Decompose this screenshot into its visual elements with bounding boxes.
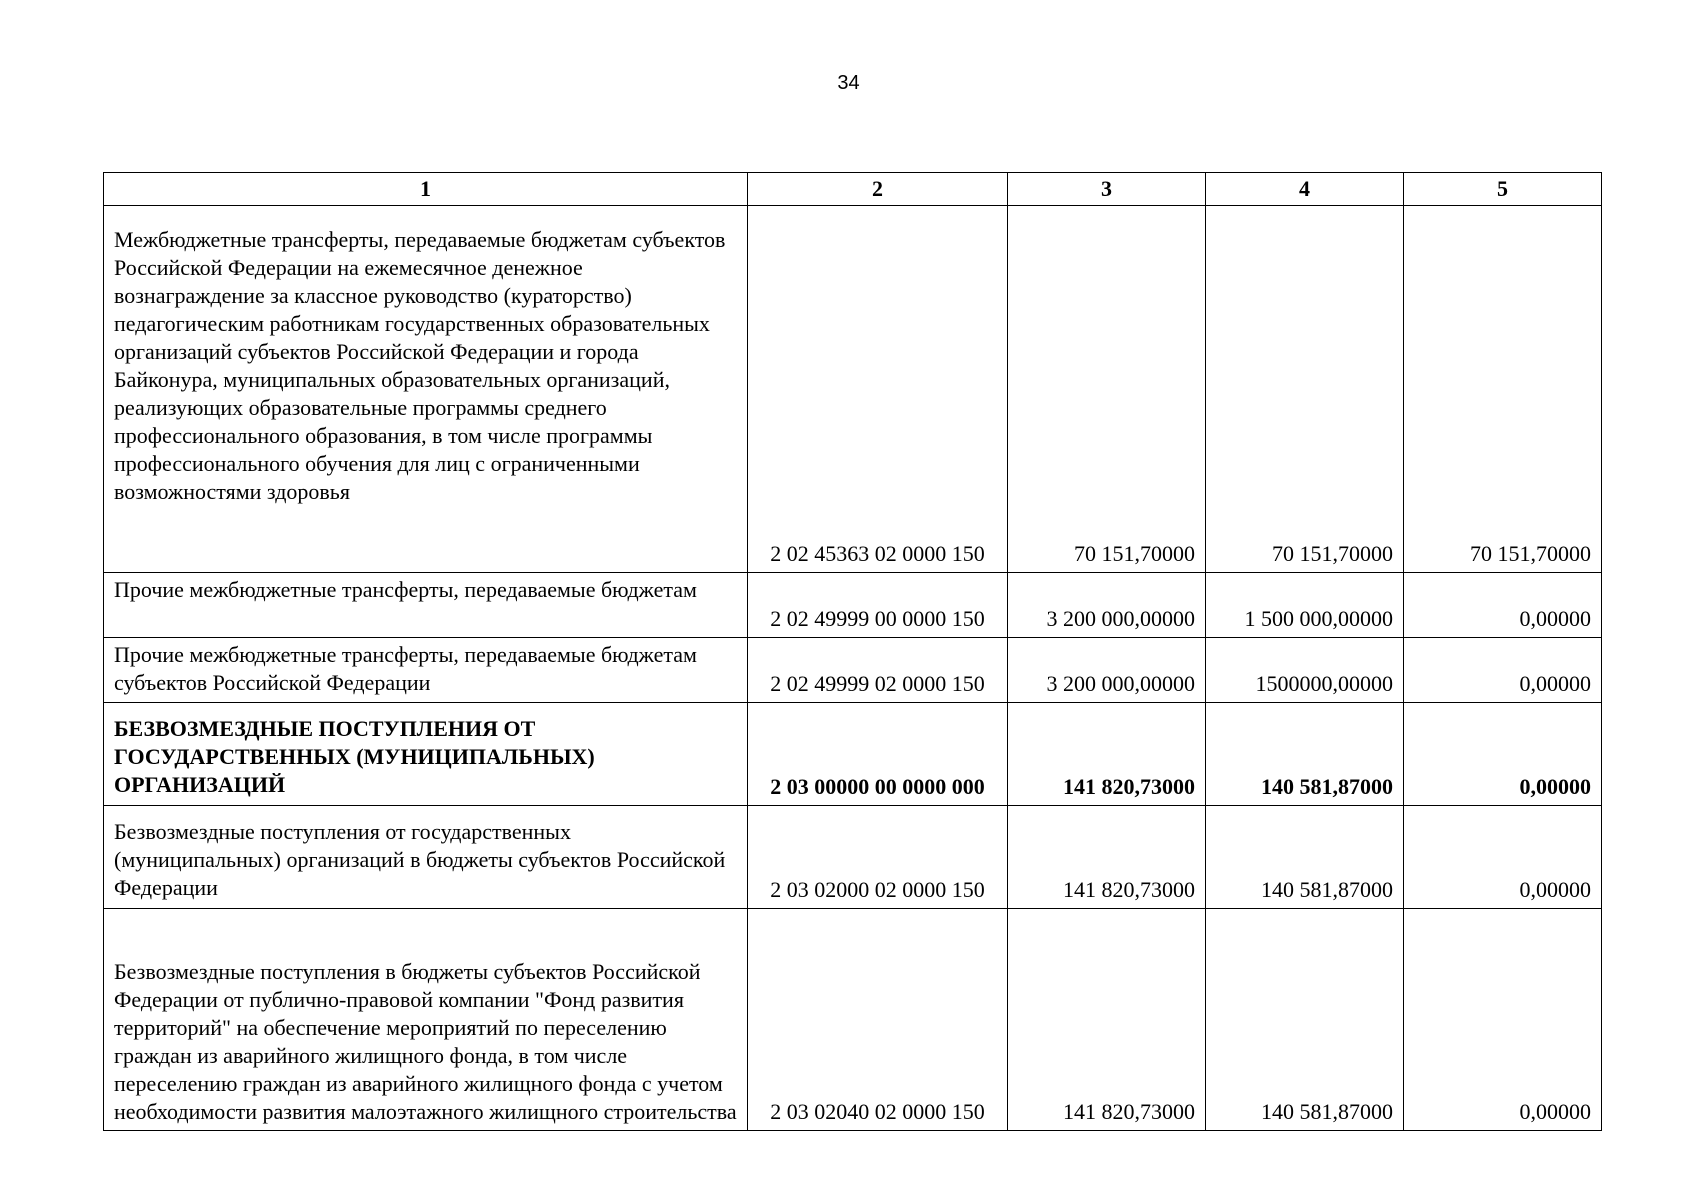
column-header: 4 xyxy=(1206,173,1404,206)
table-row xyxy=(104,909,1602,1131)
row-col3-value: 3 200 000,00000 xyxy=(1008,638,1206,703)
row-code: 2 03 02040 02 0000 150 xyxy=(748,909,1008,1131)
row-code: 2 03 02000 02 0000 150 xyxy=(748,806,1008,909)
row-col4-value: 1500000,00000 xyxy=(1206,638,1404,703)
column-header: 2 xyxy=(748,173,1008,206)
row-col4-value: 140 581,87000 xyxy=(1206,806,1404,909)
row-col3-value: 70 151,70000 xyxy=(1008,206,1206,573)
table-row-section-total xyxy=(104,703,1602,806)
row-col5-value: 0,00000 xyxy=(1404,806,1602,909)
table-row xyxy=(104,573,1602,638)
table-row xyxy=(104,206,1602,573)
row-col4-value: 140 581,87000 xyxy=(1206,703,1404,806)
row-description: Прочие межбюджетные трансферты, передаваемые бюджетам субъектов Российской Федерации xyxy=(104,638,748,703)
row-col3-value: 141 820,73000 xyxy=(1008,909,1206,1131)
row-col4-value: 1 500 000,00000 xyxy=(1206,573,1404,638)
budget-table xyxy=(103,172,1602,1131)
row-description: Межбюджетные трансферты, передаваемые бюджетам субъектов Российской Федерации на ежемесячное денежное вознаграждение за классное руководство (кураторство) педагогическим работникам государственных образовательных организаций субъектов Российской Федерации и города Байконура, муниципальных образовательных организаций, реализующих образовательные программы среднего профессионального образования, в том числе программы профессионального обучения для лиц с ограниченными возможностями здоровья xyxy=(104,206,748,573)
column-header: 5 xyxy=(1404,173,1602,206)
row-description: Безвозмездные поступления от государственных (муниципальных) организаций в бюджеты субъектов Российской Федерации xyxy=(104,806,748,909)
row-description: Безвозмездные поступления в бюджеты субъектов Российской Федерации от публично-правовой компании "Фонд развития территорий" на обеспечение мероприятий по переселению граждан из аварийного жилищного фонда, в том числе переселению граждан из аварийного жилищного фонда с учетом необходимости развития малоэтажного жилищного строительства xyxy=(104,909,748,1131)
row-col5-value: 0,00000 xyxy=(1404,573,1602,638)
row-col5-value: 0,00000 xyxy=(1404,703,1602,806)
row-code: 2 02 49999 00 0000 150 xyxy=(748,573,1008,638)
column-header: 1 xyxy=(104,173,748,206)
row-col3-value: 3 200 000,00000 xyxy=(1008,573,1206,638)
row-col3-value: 141 820,73000 xyxy=(1008,703,1206,806)
row-description: БЕЗВОЗМЕЗДНЫЕ ПОСТУПЛЕНИЯ ОТ ГОСУДАРСТВЕННЫХ (МУНИЦИПАЛЬНЫХ) ОРГАНИЗАЦИЙ xyxy=(104,703,748,806)
page-number: 34 xyxy=(837,72,860,94)
row-col3-value: 141 820,73000 xyxy=(1008,806,1206,909)
row-col4-value: 140 581,87000 xyxy=(1206,909,1404,1131)
row-col4-value: 70 151,70000 xyxy=(1206,206,1404,573)
table-header-row xyxy=(104,173,1602,206)
row-description: Прочие межбюджетные трансферты, передаваемые бюджетам xyxy=(104,573,748,638)
row-code: 2 03 00000 00 0000 000 xyxy=(748,703,1008,806)
table-row xyxy=(104,806,1602,909)
row-code: 2 02 45363 02 0000 150 xyxy=(748,206,1008,573)
table-row xyxy=(104,638,1602,703)
column-header: 3 xyxy=(1008,173,1206,206)
row-col5-value: 70 151,70000 xyxy=(1404,206,1602,573)
row-col5-value: 0,00000 xyxy=(1404,638,1602,703)
row-col5-value: 0,00000 xyxy=(1404,909,1602,1131)
row-code: 2 02 49999 02 0000 150 xyxy=(748,638,1008,703)
